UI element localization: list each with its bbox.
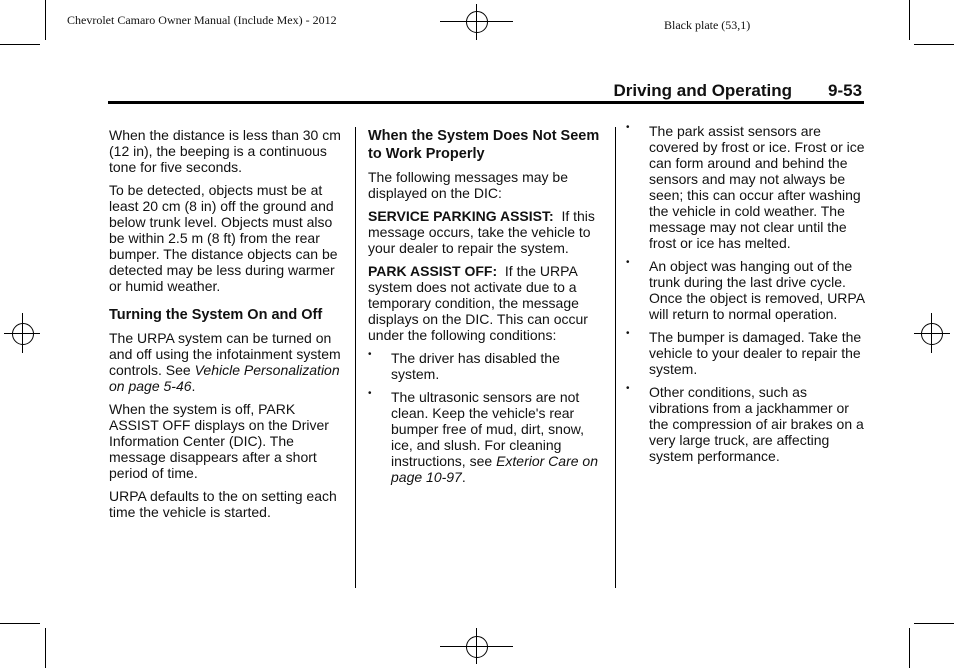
list-item	[626, 384, 866, 464]
cross-reference-link[interactable]: Vehicle Personalization on page 5-46	[109, 362, 340, 394]
list-item	[626, 258, 866, 322]
dic-message-text: If the URPA system does not activate due to a temporary condition, the message displays on the DIC. This can occur under the following conditions:	[368, 263, 592, 343]
paragraph-end: .	[191, 378, 196, 394]
list-item-text: The driver has disabled the system.	[391, 350, 560, 382]
list-item	[368, 350, 604, 382]
list-item	[626, 329, 866, 377]
crop-mark	[914, 623, 954, 624]
bullet-icon: •	[368, 388, 372, 399]
plate-label: Black plate (53,1)	[664, 18, 751, 32]
list-item-text: The ultrasonic sensors are not clean. Keep the vehicle's rear bumper free of mud, dirt, snow, ice, and slush. For cleaning instructions, see	[391, 389, 584, 469]
crop-mark	[45, 0, 46, 40]
subsection-heading: When the System Does Not Seem to Work Properly	[368, 128, 600, 162]
paragraph-text: The URPA system can be turned on and off using the infotainment system controls. See	[109, 330, 341, 378]
page-number: 9-53	[828, 81, 863, 100]
subsection-heading: Turning the System On and Off	[109, 307, 323, 323]
registration-circle	[921, 323, 943, 345]
column-divider	[615, 127, 616, 588]
list-item-text: The park assist sensors are covered by frost or ice. Frost or ice can form around and behind the sensors and may not always be seen; this can occur after washing the vehicle in cold weather. The message may not clear until the frost or ice has melted.	[649, 123, 865, 251]
list-item-text: Other conditions, such as vibrations from a jackhammer or the compression of air brakes on a very large truck, are affecting system performance.	[649, 384, 864, 464]
column-3	[626, 123, 866, 471]
dic-message-text: If this message occurs, take the vehicle to your dealer to repair the system.	[368, 208, 599, 256]
column-2	[368, 127, 604, 492]
bullet-icon: •	[626, 383, 630, 394]
registration-circle	[466, 11, 488, 33]
paragraph: To be detected, objects must be at least 20 cm (8 in) off the ground and below trunk level. Objects must also be within 2.5 m (8 ft) from the rear bumper. The distance objects can be detected may be less during warmer or humid weather.	[109, 182, 338, 294]
dic-message-label: SERVICE PARKING ASSIST:	[368, 208, 554, 224]
list-item	[368, 389, 604, 485]
bullet-icon: •	[368, 349, 372, 360]
list-item-text: The bumper is damaged. Take the vehicle to your dealer to repair the system.	[649, 329, 862, 377]
paragraph: The following messages may be displayed on the DIC:	[368, 169, 568, 201]
section-title: Driving and Operating	[613, 81, 792, 100]
dic-message-label: PARK ASSIST OFF:	[368, 263, 498, 279]
dic-message-entry	[368, 208, 604, 256]
list-item-text: An object was hanging out of the trunk during the last drive cycle. Once the object is removed, URPA will return to normal operation.	[649, 258, 865, 322]
header-rule	[108, 101, 864, 104]
list-item	[626, 123, 866, 251]
paragraph	[109, 330, 345, 394]
column-1	[109, 127, 345, 527]
paragraph: When the system is off, PARK ASSIST OFF displays on the Driver Information Center (DIC). The message disappears after a short period of time.	[109, 401, 329, 481]
list-item-end: .	[461, 469, 466, 485]
manual-title: Chevrolet Camaro Owner Manual (Include Mex) - 2012	[67, 13, 337, 27]
registration-circle	[466, 636, 488, 658]
paragraph: URPA defaults to the on setting each time the vehicle is started.	[109, 488, 337, 520]
bullet-icon: •	[626, 257, 630, 268]
crop-mark	[45, 628, 46, 668]
column-divider	[355, 127, 356, 588]
condition-list	[626, 123, 866, 464]
crop-mark	[0, 623, 40, 624]
crop-mark	[909, 0, 910, 40]
crop-mark	[914, 44, 954, 45]
registration-circle	[12, 323, 34, 345]
dic-message-entry	[368, 263, 604, 343]
condition-list	[368, 350, 604, 485]
crop-mark	[909, 628, 910, 668]
crop-mark	[0, 44, 40, 45]
paragraph: When the distance is less than 30 cm (12 in), the beeping is a continuous tone for five seconds.	[109, 127, 341, 175]
cross-reference-link[interactable]: Exterior Care on page 10-97	[391, 453, 598, 485]
bullet-icon: •	[626, 122, 630, 133]
bullet-icon: •	[626, 328, 630, 339]
